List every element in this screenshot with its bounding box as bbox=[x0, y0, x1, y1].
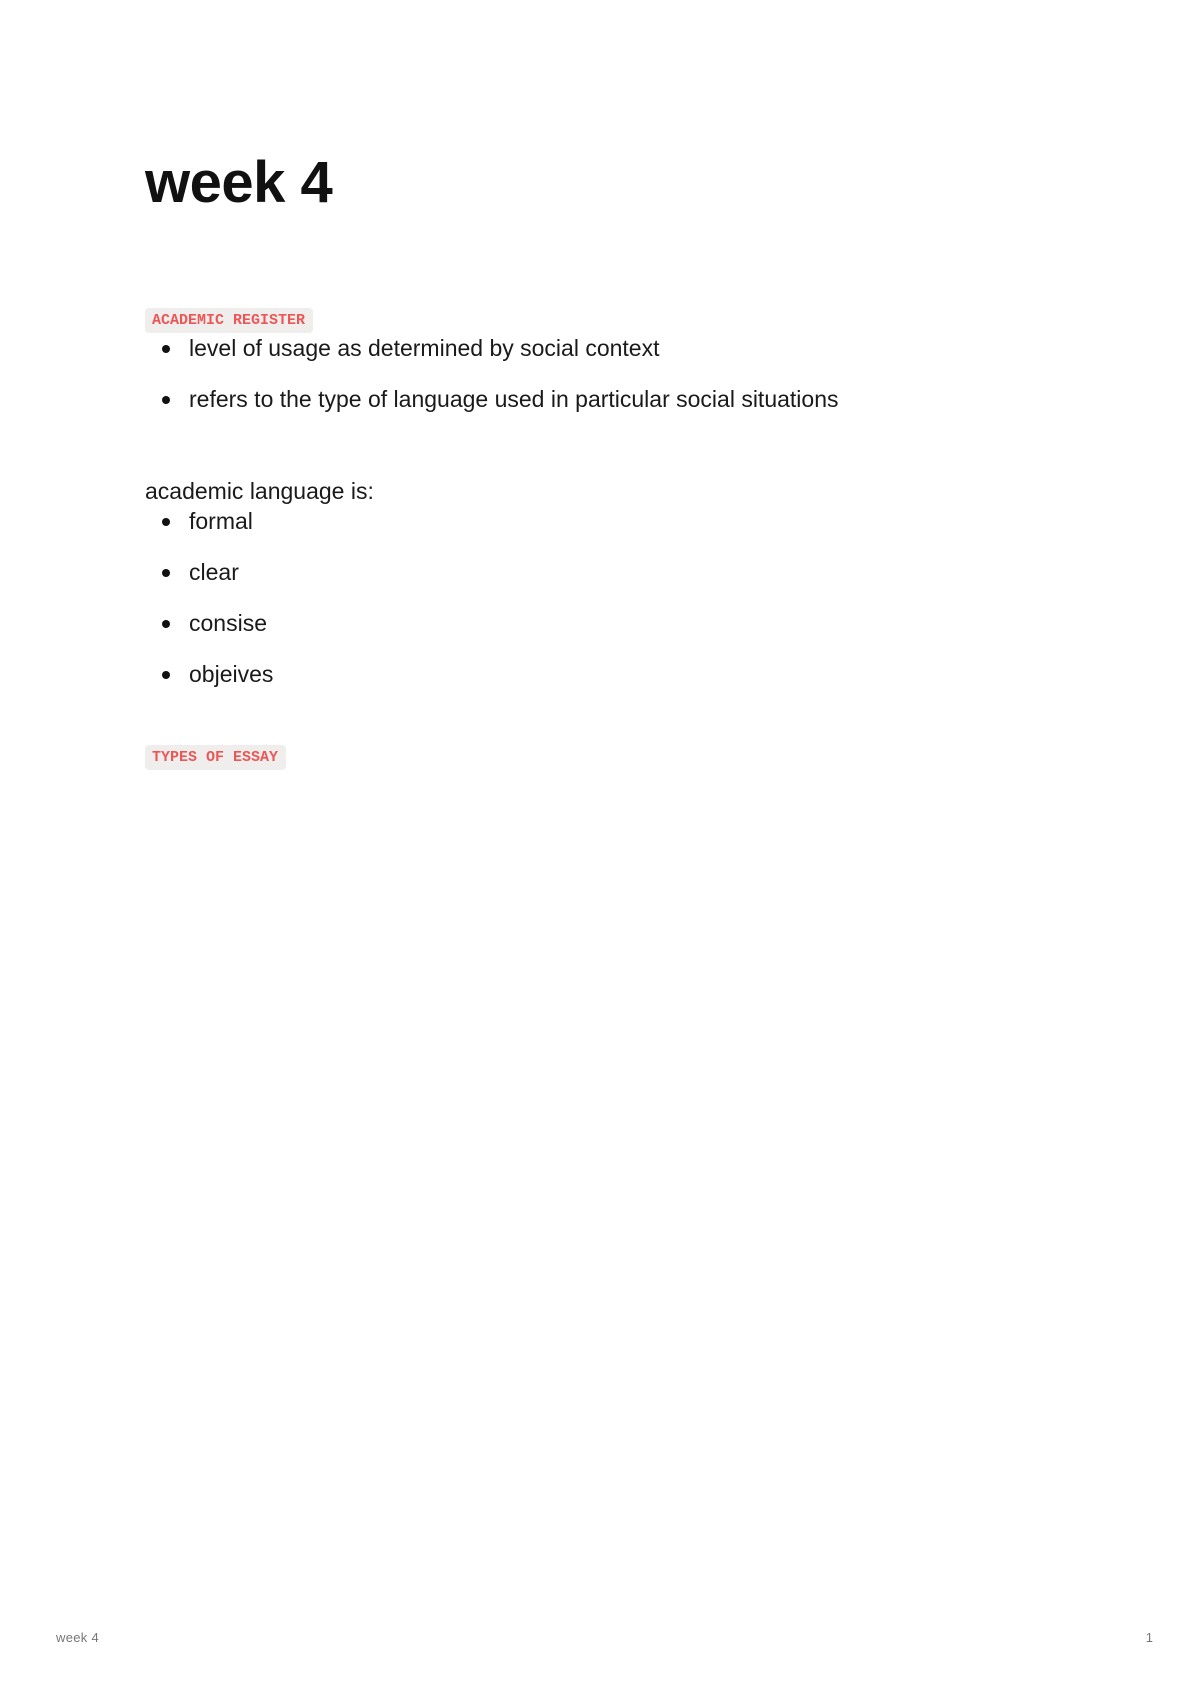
list-item: formal bbox=[145, 506, 1145, 536]
list-item: refers to the type of language used in particular social situations bbox=[145, 384, 1145, 414]
types-of-essay-section bbox=[145, 689, 1145, 770]
footer-page-number: 1 bbox=[1145, 1630, 1153, 1645]
list-item: level of usage as determined by social context bbox=[145, 333, 1145, 363]
academic-language-list bbox=[145, 506, 1145, 689]
types-of-essay-code-tag: TYPES OF ESSAY bbox=[145, 745, 286, 770]
footer-document-title: week 4 bbox=[56, 1630, 99, 1645]
academic-register-code-tag: ACADEMIC REGISTER bbox=[145, 308, 313, 333]
page-title: week 4 bbox=[145, 150, 333, 215]
academic-register-section bbox=[145, 218, 1145, 414]
academic-register-list bbox=[145, 333, 1145, 414]
page-content bbox=[145, 148, 1145, 770]
list-item: consise bbox=[145, 608, 1145, 638]
list-item: objeives bbox=[145, 659, 1145, 689]
academic-language-section bbox=[145, 476, 1145, 689]
academic-language-intro: academic language is: bbox=[145, 478, 374, 504]
list-item: clear bbox=[145, 557, 1145, 587]
